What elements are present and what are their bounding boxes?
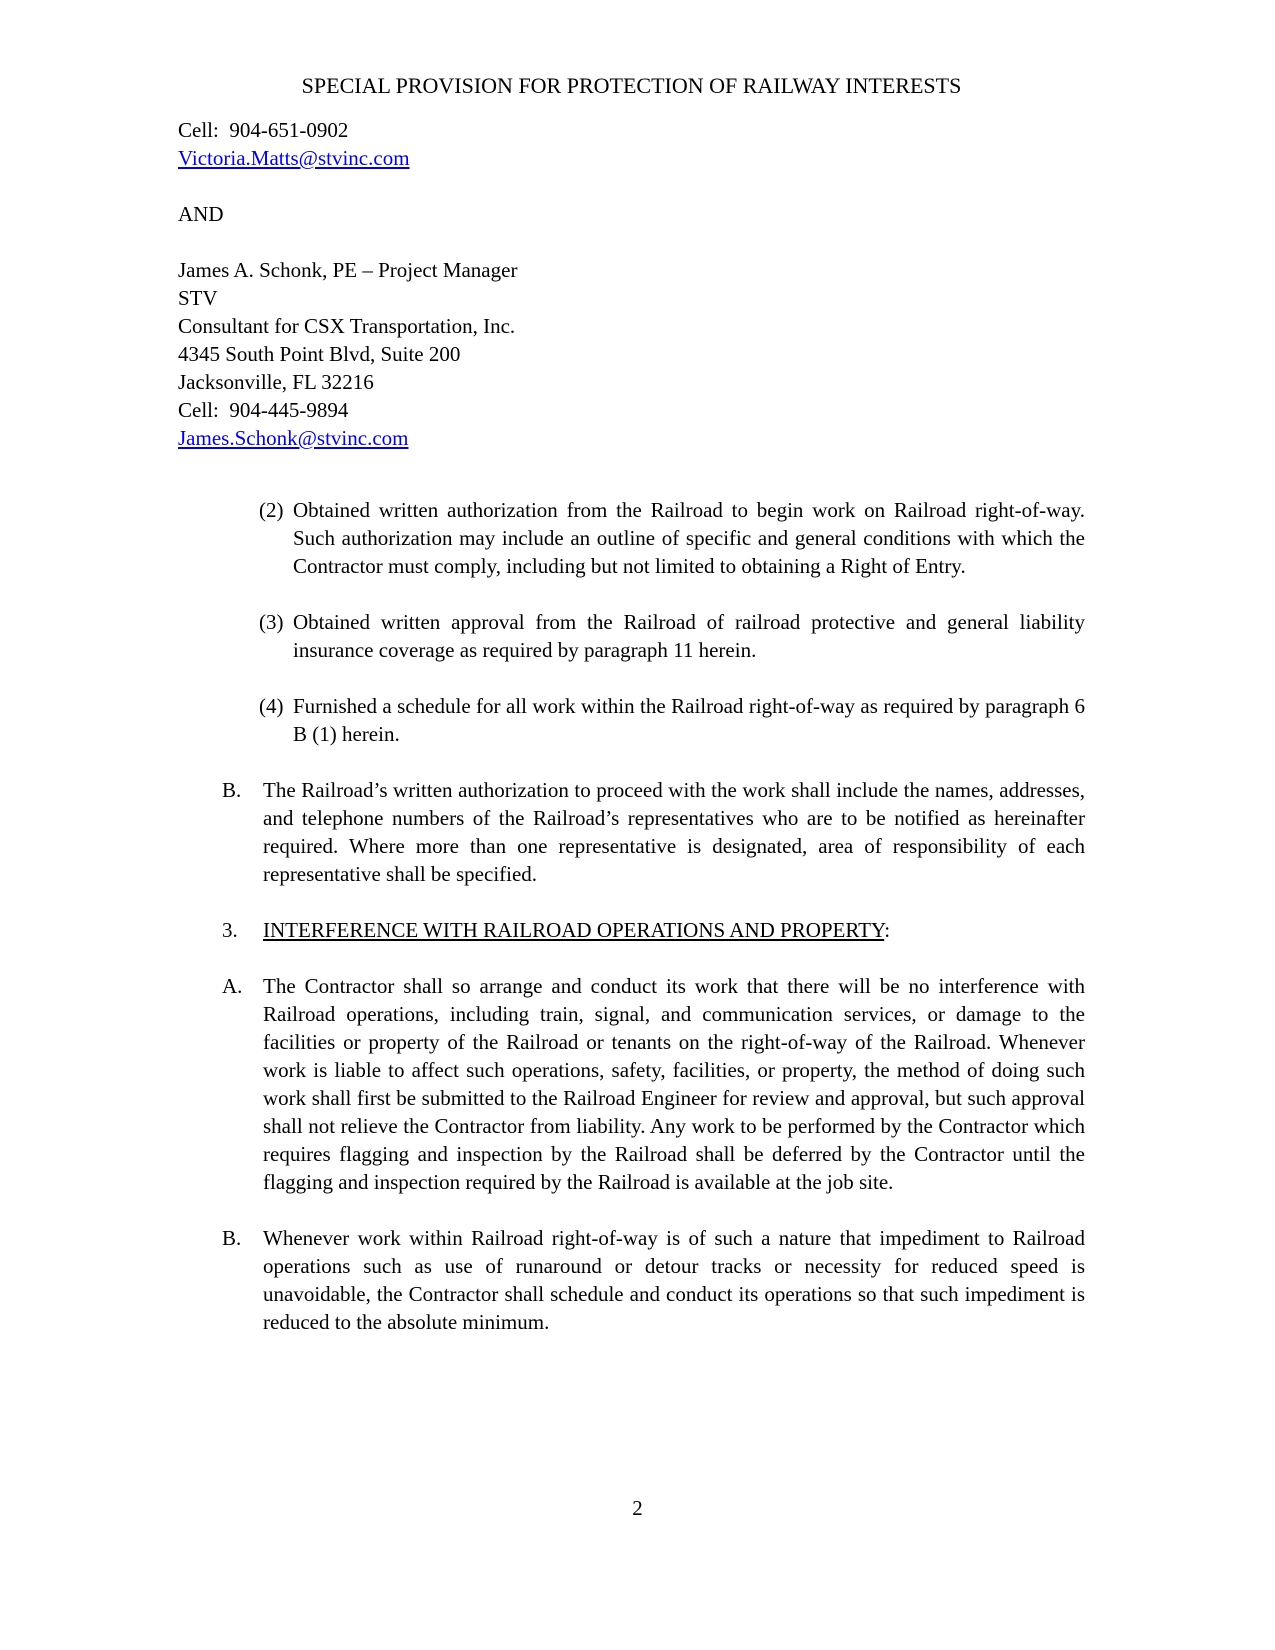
contact-block-james (178, 256, 1085, 452)
james-name-line: James A. Schonk, PE – Project Manager (178, 258, 518, 282)
lettered-item-b1-text: The Railroad’s written authorization to proceed with the work shall include the names, addresses, and telephone numbers of the Railroad’s representatives who are to be notified as hereinafter required. Where more than one representative is designated, area of responsibility of each representative shall be specified. (263, 778, 1085, 886)
section-3-heading (263, 916, 1085, 944)
section-3-heading-colon: : (884, 918, 891, 942)
conjunction-and: AND (178, 202, 224, 226)
numbered-item-3-text: Obtained written approval from the Railroad of railroad protective and general liability insurance coverage as required by paragraph 11 herein. (293, 610, 1085, 662)
numbered-item-3-marker: (3) (259, 610, 284, 634)
victoria-email-line (178, 144, 1085, 172)
james-role-line: Consultant for CSX Transportation, Inc. (178, 314, 516, 338)
numbered-item-2-marker: (2) (259, 498, 284, 522)
page-title: SPECIAL PROVISION FOR PROTECTION OF RAILWAY INTERESTS (301, 73, 962, 98)
lettered-item-a (222, 972, 1085, 1196)
james-street-line: 4345 South Point Blvd, Suite 200 (178, 342, 461, 366)
lettered-item-b1 (222, 776, 1085, 888)
numbered-item-3 (259, 608, 1085, 664)
numbered-item-4 (259, 692, 1085, 748)
numbered-item-2-text: Obtained written authorization from the Railroad to begin work on Railroad right-of-way. Such authorization may include an outline of specific and general conditions with which the Contractor must comply, including but not limited to obtaining a Right of Entry. (293, 498, 1085, 578)
lettered-item-b2-text: Whenever work within Railroad right-of-way is of such a nature that impediment to Railroad operations such as use of runaround or detour tracks or necessity for reduced speed is unavoidable, the Contractor shall schedule and conduct its operations so that such impediment is reduced to the absolute minimum. (263, 1226, 1085, 1334)
victoria-cell-line: Cell: 904-651-0902 (178, 118, 349, 142)
section-3-heading-text: INTERFERENCE WITH RAILROAD OPERATIONS AND PROPERTY (263, 918, 885, 942)
numbered-item-4-marker: (4) (259, 694, 284, 718)
victoria-email-link[interactable]: Victoria.Matts@stvinc.com (178, 146, 410, 170)
lettered-item-b1-marker: B. (222, 778, 242, 802)
lettered-item-a-marker: A. (222, 974, 243, 998)
contact-block-victoria (178, 116, 1085, 172)
numbered-item-4-text: Furnished a schedule for all work within the Railroad right-of-way as required by paragraph 6 B (1) herein. (293, 694, 1085, 746)
lettered-item-a-text: The Contractor shall so arrange and conduct its work that there will be no interference with Railroad operations, including train, signal, and communication services, or damage to the facilities or property of the Railroad or tenants on the right-of-way of the Railroad. Whenever work is liable to affect such operations, safety, facilities, or property, the method of doing such work shall first be submitted to the Railroad Engineer for review and approval, but such approval shall not relieve the Contractor from liability. Any work to be performed by the Contractor which requires flagging and inspection by the Railroad shall be deferred by the Contractor until the flagging and inspection required by the Railroad is available at the job site. (263, 974, 1085, 1194)
numbered-item-2 (259, 496, 1085, 580)
james-company-line: STV (178, 286, 218, 310)
lettered-item-b2 (222, 1224, 1085, 1336)
james-city-line: Jacksonville, FL 32216 (178, 370, 374, 394)
section-3-heading-row (222, 916, 1085, 944)
section-3-number: 3. (222, 918, 238, 942)
james-email-line (178, 424, 1085, 452)
james-email-link[interactable]: James.Schonk@stvinc.com (178, 426, 409, 450)
page-number: 2 (632, 1496, 643, 1520)
lettered-item-b2-marker: B. (222, 1226, 242, 1250)
james-cell-line: Cell: 904-445-9894 (178, 398, 349, 422)
